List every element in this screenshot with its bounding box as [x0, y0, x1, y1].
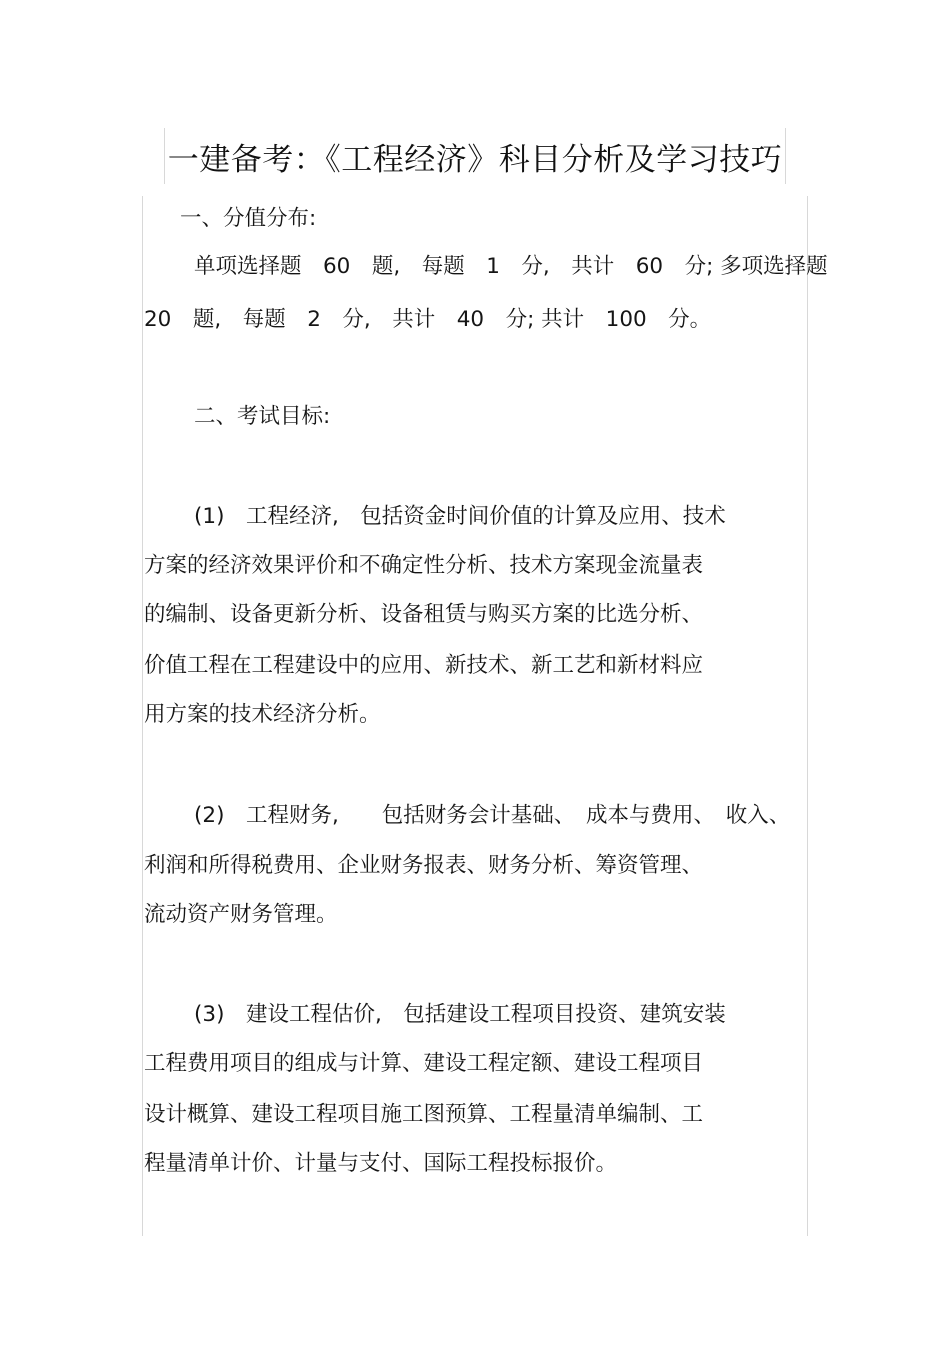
- item1-line-5: 用方案的技术经济分析。: [144, 702, 381, 727]
- section2-heading: 二、考试目标:: [194, 404, 331, 429]
- item3-line-3: 设计概算、建设工程项目施工图预算、工程量清单编制、工: [144, 1102, 704, 1127]
- body-right-rule: [807, 196, 808, 1236]
- item1-line-2: 方案的经济效果评价和不确定性分析、技术方案现金流量表: [144, 553, 704, 578]
- item2-line-2: 利润和所得税费用、企业财务报表、财务分析、筹资管理、: [144, 853, 704, 878]
- item1-line-4: 价值工程在工程建设中的应用、新技术、新工艺和新材料应: [144, 653, 704, 678]
- item2-line-1: (2) 工程财务, 包括财务会计基础、 成本与费用、 收入、: [194, 803, 791, 828]
- item3-line-4: 程量清单计价、计量与支付、国际工程投标报价。: [144, 1151, 618, 1176]
- item2-line-3: 流动资产财务管理。: [144, 902, 338, 927]
- item3-line-2: 工程费用项目的组成与计算、建设工程定额、建设工程项目: [144, 1051, 704, 1076]
- section1-line-1: 单项选择题 60 题, 每题 1 分, 共计 60 分; 多项选择题: [194, 254, 828, 279]
- body-left-rule: [142, 196, 143, 1236]
- item1-line-1: (1) 工程经济, 包括资金时间价值的计算及应用、技术: [194, 504, 726, 529]
- document-title: 一建备考：《工程经济》科目分析及学习技巧: [167, 142, 783, 178]
- section1-heading: 一、分值分布:: [180, 206, 317, 231]
- section1-line-2: 20 题, 每题 2 分, 共计 40 分; 共计 100 分。: [144, 307, 712, 332]
- item3-line-1: (3) 建设工程估价, 包括建设工程项目投资、建筑安装: [194, 1002, 726, 1027]
- item1-line-3: 的编制、设备更新分析、设备租赁与购买方案的比选分析、: [144, 602, 704, 627]
